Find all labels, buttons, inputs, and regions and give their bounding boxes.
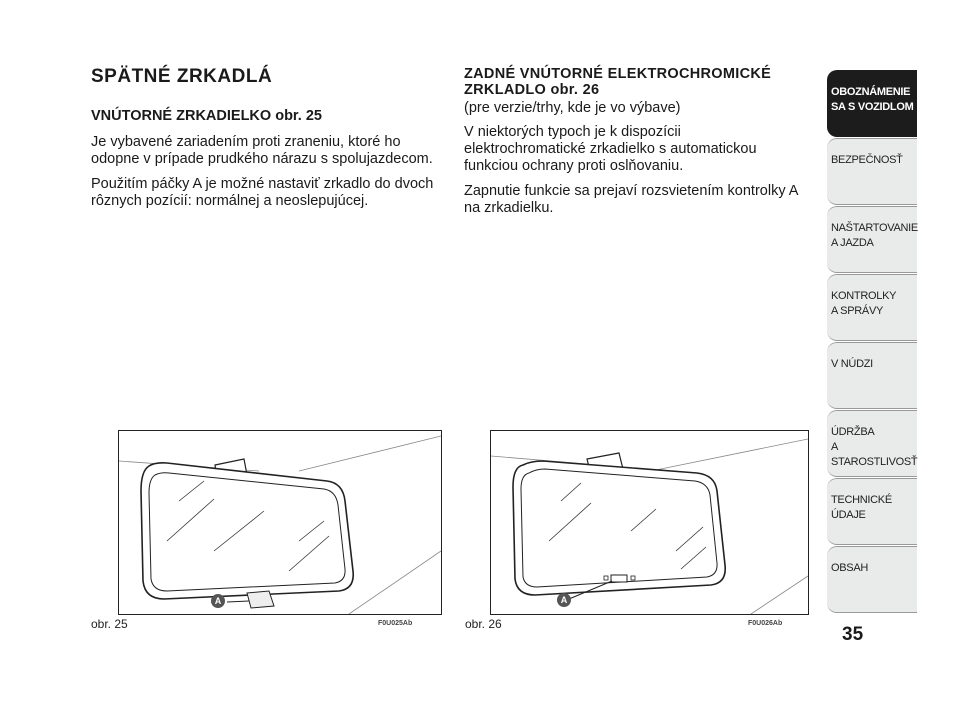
tab-bezpecnost[interactable]: [827, 138, 917, 205]
tab-label: A SPRÁVY: [831, 305, 884, 317]
tab-nastartovanie[interactable]: [827, 206, 917, 273]
tab-label: ÚDAJE: [831, 509, 866, 521]
tab-label: BEZPEČNOSŤ: [831, 154, 903, 166]
tab-label: ÚDRŽBA: [831, 426, 875, 438]
lever-label-a: A: [211, 594, 225, 608]
mirror-illustration: [119, 431, 441, 614]
tab-label: A JAZDA: [831, 237, 874, 249]
paragraph-indicator: Zapnutie funkcie sa prejaví rozsvietením kontrolky A na zrkadielku.: [464, 183, 798, 216]
heading-line-2: ZRKLADLO obr. 26: [464, 82, 600, 98]
tab-label: A STAROSTLIVOSŤ: [831, 441, 918, 468]
tab-obsah[interactable]: [827, 546, 917, 613]
paragraph-anti-injury: Je vybavené zariadením proti zraneniu, ktoré ho odopne v prípade prudkého nárazu s spolujazdecom.: [91, 134, 433, 167]
tab-label: NAŠTARTOVANIE: [831, 222, 918, 234]
paragraph-electrochromic: V niektorých typoch je k dispozícii elektrochromatické zrkadielko s automatickou funkciou ochrany proti oslňovaniu.: [464, 124, 757, 174]
electrochromic-mirror-illustration: [491, 431, 808, 614]
section-title: SPÄTNÉ ZRKADLÁ: [91, 66, 273, 87]
tab-label: OBSAH: [831, 562, 869, 574]
tab-kontrolky[interactable]: [827, 274, 917, 341]
subsection-title-electrochromic: [464, 66, 804, 98]
tab-label: OBOZNÁMENIE: [831, 86, 911, 98]
figure-code-25: F0U025Ab: [378, 620, 413, 627]
tab-label: SA S VOZIDLOM: [831, 101, 914, 113]
figure-electrochromic-mirror: [490, 430, 809, 615]
tab-label: KONTROLKY: [831, 290, 897, 302]
heading-line-1: ZADNÉ VNÚTORNÉ ELEKTROCHROMICKÉ: [464, 66, 772, 82]
figure-caption-25: obr. 25: [91, 617, 128, 631]
indicator-label-a: A: [557, 593, 571, 607]
tab-technicke-udaje[interactable]: [827, 478, 917, 545]
tab-oboznamenie[interactable]: [827, 70, 917, 137]
figure-caption-26: obr. 26: [465, 617, 502, 631]
figure-code-26: F0U026Ab: [748, 620, 783, 627]
paragraph-lever-positions: Použitím páčky A je možné nastaviť zrkadlo do dvoch rôznych pozícií: normálnej a neoslepujúcej.: [91, 176, 434, 209]
tab-udrzba[interactable]: [827, 410, 917, 477]
figure-interior-mirror: [118, 430, 442, 615]
versions-note: (pre verzie/trhy, kde je vo výbave): [464, 100, 681, 116]
tab-label: TECHNICKÉ: [831, 494, 892, 506]
tab-label: V NÚDZI: [831, 358, 873, 370]
subsection-title-interior-mirror: VNÚTORNÉ ZRKADIELKO obr. 25: [91, 108, 322, 124]
tab-v-nudzi[interactable]: [827, 342, 917, 409]
page-number: 35: [842, 624, 864, 645]
